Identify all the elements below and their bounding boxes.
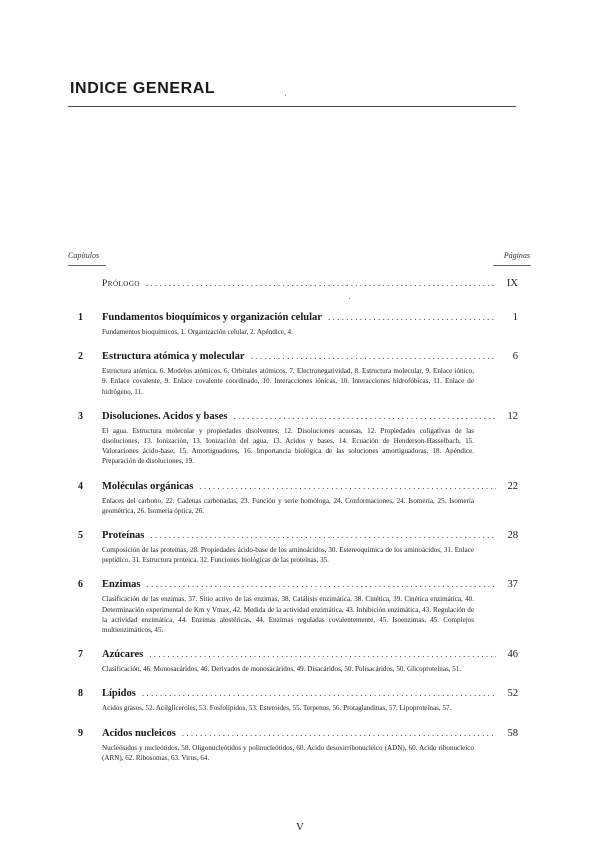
- chapter-summary: El agua. Estructura molecular y propiedades disolventes, 12. Disoluciones acuosas, 12. Propiedades coligativas de las disoluciones, 13. Ionización, 13. Ionización del agua, 13. Acidos y bases, 14. Ecuación de Henderson-Hasselbach, 15. Valoraciones ácido-base, 15. Amortiguadores, 16. Importancia biológica de las soluciones amortiguadoras, 18. Apéndice. Preparación de disoluciones, 19.: [102, 426, 474, 466]
- column-heading-chapters-rule: [68, 265, 106, 266]
- chapter-title: Lípidos: [102, 688, 136, 700]
- chapter-page: 52: [507, 688, 518, 700]
- chapter-summary: Acidos grasos, 52. Acilgliceroles, 53. Fosfolípidos, 53. Esteroides, 55. Terpenos, 56. Protaglandinas, 57. Lipoproteínas, 57.: [102, 704, 452, 713]
- dot-leader: [233, 411, 496, 421]
- column-heading-pages: Páginas: [503, 251, 530, 260]
- chapter-summary: Composición de las proteínas, 28. Propiedades ácido-base de los aminoácidos, 30. Estereoquímica de los aminoácidos, 31. Enlace peptídico, 31. Estructura proteica, 32. Funciones biológicas de las proteínas, 35.: [102, 546, 474, 565]
- page-title: INDICE GENERAL: [70, 80, 216, 97]
- chapter-title: Proteínas: [102, 530, 145, 542]
- chapter-summary: Clasificación, 46. Monosacáridos, 46. Derivados de monosacáridos, 49. Disacáridos, 50. Polisacáridos, 50. Glicoproteínas, 51.: [102, 665, 462, 674]
- chapter-title: Disoluciones. Acidos y bases: [102, 410, 228, 422]
- toc-entry-chapter-4[interactable]: [78, 481, 518, 516]
- chapter-summary: Enlaces del carbono, 22. Cadenas carbonadas, 23. Función y serie homóloga, 24. Conformaciones, 24. Isomería, 25. Isomería geométrica, 26. Isomería óptica, 26.: [102, 496, 474, 515]
- chapter-page: 37: [507, 579, 518, 591]
- chapter-number: 2: [78, 351, 83, 363]
- chapter-page: 28: [507, 530, 518, 542]
- chapter-title: Enzimas: [102, 579, 141, 591]
- dot-leader: [251, 351, 496, 361]
- chapter-summary: Nucleósidos y nucleótidos, 58. Oligonucleótidos y polinucleótidos, 60. Acido desoxirribonucleico (ADN), 60. Acido ribonucleico (ARN), 62. Ribosomas, 63. Virus, 64.: [102, 743, 474, 762]
- toc-entry-chapter-7[interactable]: [78, 649, 518, 674]
- print-speck: [285, 95, 286, 96]
- chapter-page: 6: [512, 351, 518, 363]
- page-number: V: [296, 821, 304, 833]
- chapter-number: 7: [78, 649, 83, 661]
- dot-leader: [150, 530, 496, 540]
- chapter-number: 3: [78, 410, 83, 422]
- dot-leader: [142, 688, 496, 698]
- chapter-page: 58: [507, 727, 518, 739]
- chapter-page: 12: [507, 410, 518, 422]
- toc-entry-chapter-6[interactable]: [78, 579, 518, 635]
- toc-entry-chapter-3[interactable]: [78, 411, 518, 467]
- chapter-number: 9: [78, 727, 83, 739]
- toc-entry-chapter-1[interactable]: [78, 312, 518, 337]
- chapter-title: Acidos nucleicos: [102, 727, 176, 739]
- chapter-page: 1: [512, 312, 518, 323]
- chapter-summary: Clasificación de las enzimas, 37. Sitio activo de las enzimas, 38. Catálisis enzimática, 38. Cinética, 39. Cinética enzimática, 40. Determinación experimental de Km y Vmax, 42. Medida de la actividad enzimática, 43. Inhibición enzimática, 43. Regulación de la actividad enzimática, 44. Enzimas alostéricas, 44. Enzimas reguladas covalentemente, 45. Isoenzimas, 45. Complejos multienzimáticos, 45.: [102, 595, 474, 635]
- prologue-title: Prólogo: [102, 279, 140, 289]
- chapter-number: 5: [78, 530, 83, 542]
- chapter-number: 1: [78, 312, 83, 323]
- dot-leader: [182, 728, 496, 738]
- chapter-number: 6: [78, 579, 83, 591]
- chapter-number: 4: [78, 480, 83, 492]
- chapter-title: Fundamentos bioquímicos y organización celular: [102, 312, 322, 323]
- toc-entry-chapter-2[interactable]: [78, 351, 518, 397]
- chapter-title: Moléculas orgánicas: [102, 480, 194, 492]
- column-heading-chapters: Capítulos: [68, 251, 100, 260]
- column-heading-pages-rule: [493, 265, 531, 266]
- dot-leader: [146, 278, 496, 288]
- title-rule: [68, 106, 516, 107]
- toc-entry-chapter-9[interactable]: [78, 728, 518, 763]
- toc-entry-chapter-5[interactable]: [78, 530, 518, 565]
- chapter-summary: Estructura atómica, 6. Modelos atómicos, 6. Orbitales atómicos, 7. Electronegatividad, 8. Estructura molecular, 9. Enlace iónico, 9. Enlace covalente, 9. Enlace covalente coordinado, 10. Interacciones iónicas, 10. Interacciones hidrofóbicas, 11. Enlace de hidrógeno, 11.: [102, 367, 474, 396]
- chapter-title: Azúcares: [102, 649, 144, 661]
- chapter-number: 8: [78, 688, 83, 700]
- dot-leader: [199, 481, 496, 491]
- prologue-page: IX: [506, 278, 518, 289]
- chapter-page: 46: [507, 649, 518, 661]
- dot-leader: [149, 649, 496, 659]
- toc-entry-chapter-8[interactable]: [78, 688, 518, 713]
- dot-leader: [147, 579, 496, 589]
- chapter-page: 22: [507, 480, 518, 492]
- dot-leader: [328, 312, 496, 322]
- chapter-title: Estructura atómica y molecular: [102, 351, 245, 363]
- toc-entry-prologue[interactable]: [78, 278, 518, 289]
- chapter-summary: Fundamentos bioquímicos, 1. Organización celular, 2. Apéndice, 4.: [102, 328, 293, 336]
- table-of-contents: [78, 278, 518, 763]
